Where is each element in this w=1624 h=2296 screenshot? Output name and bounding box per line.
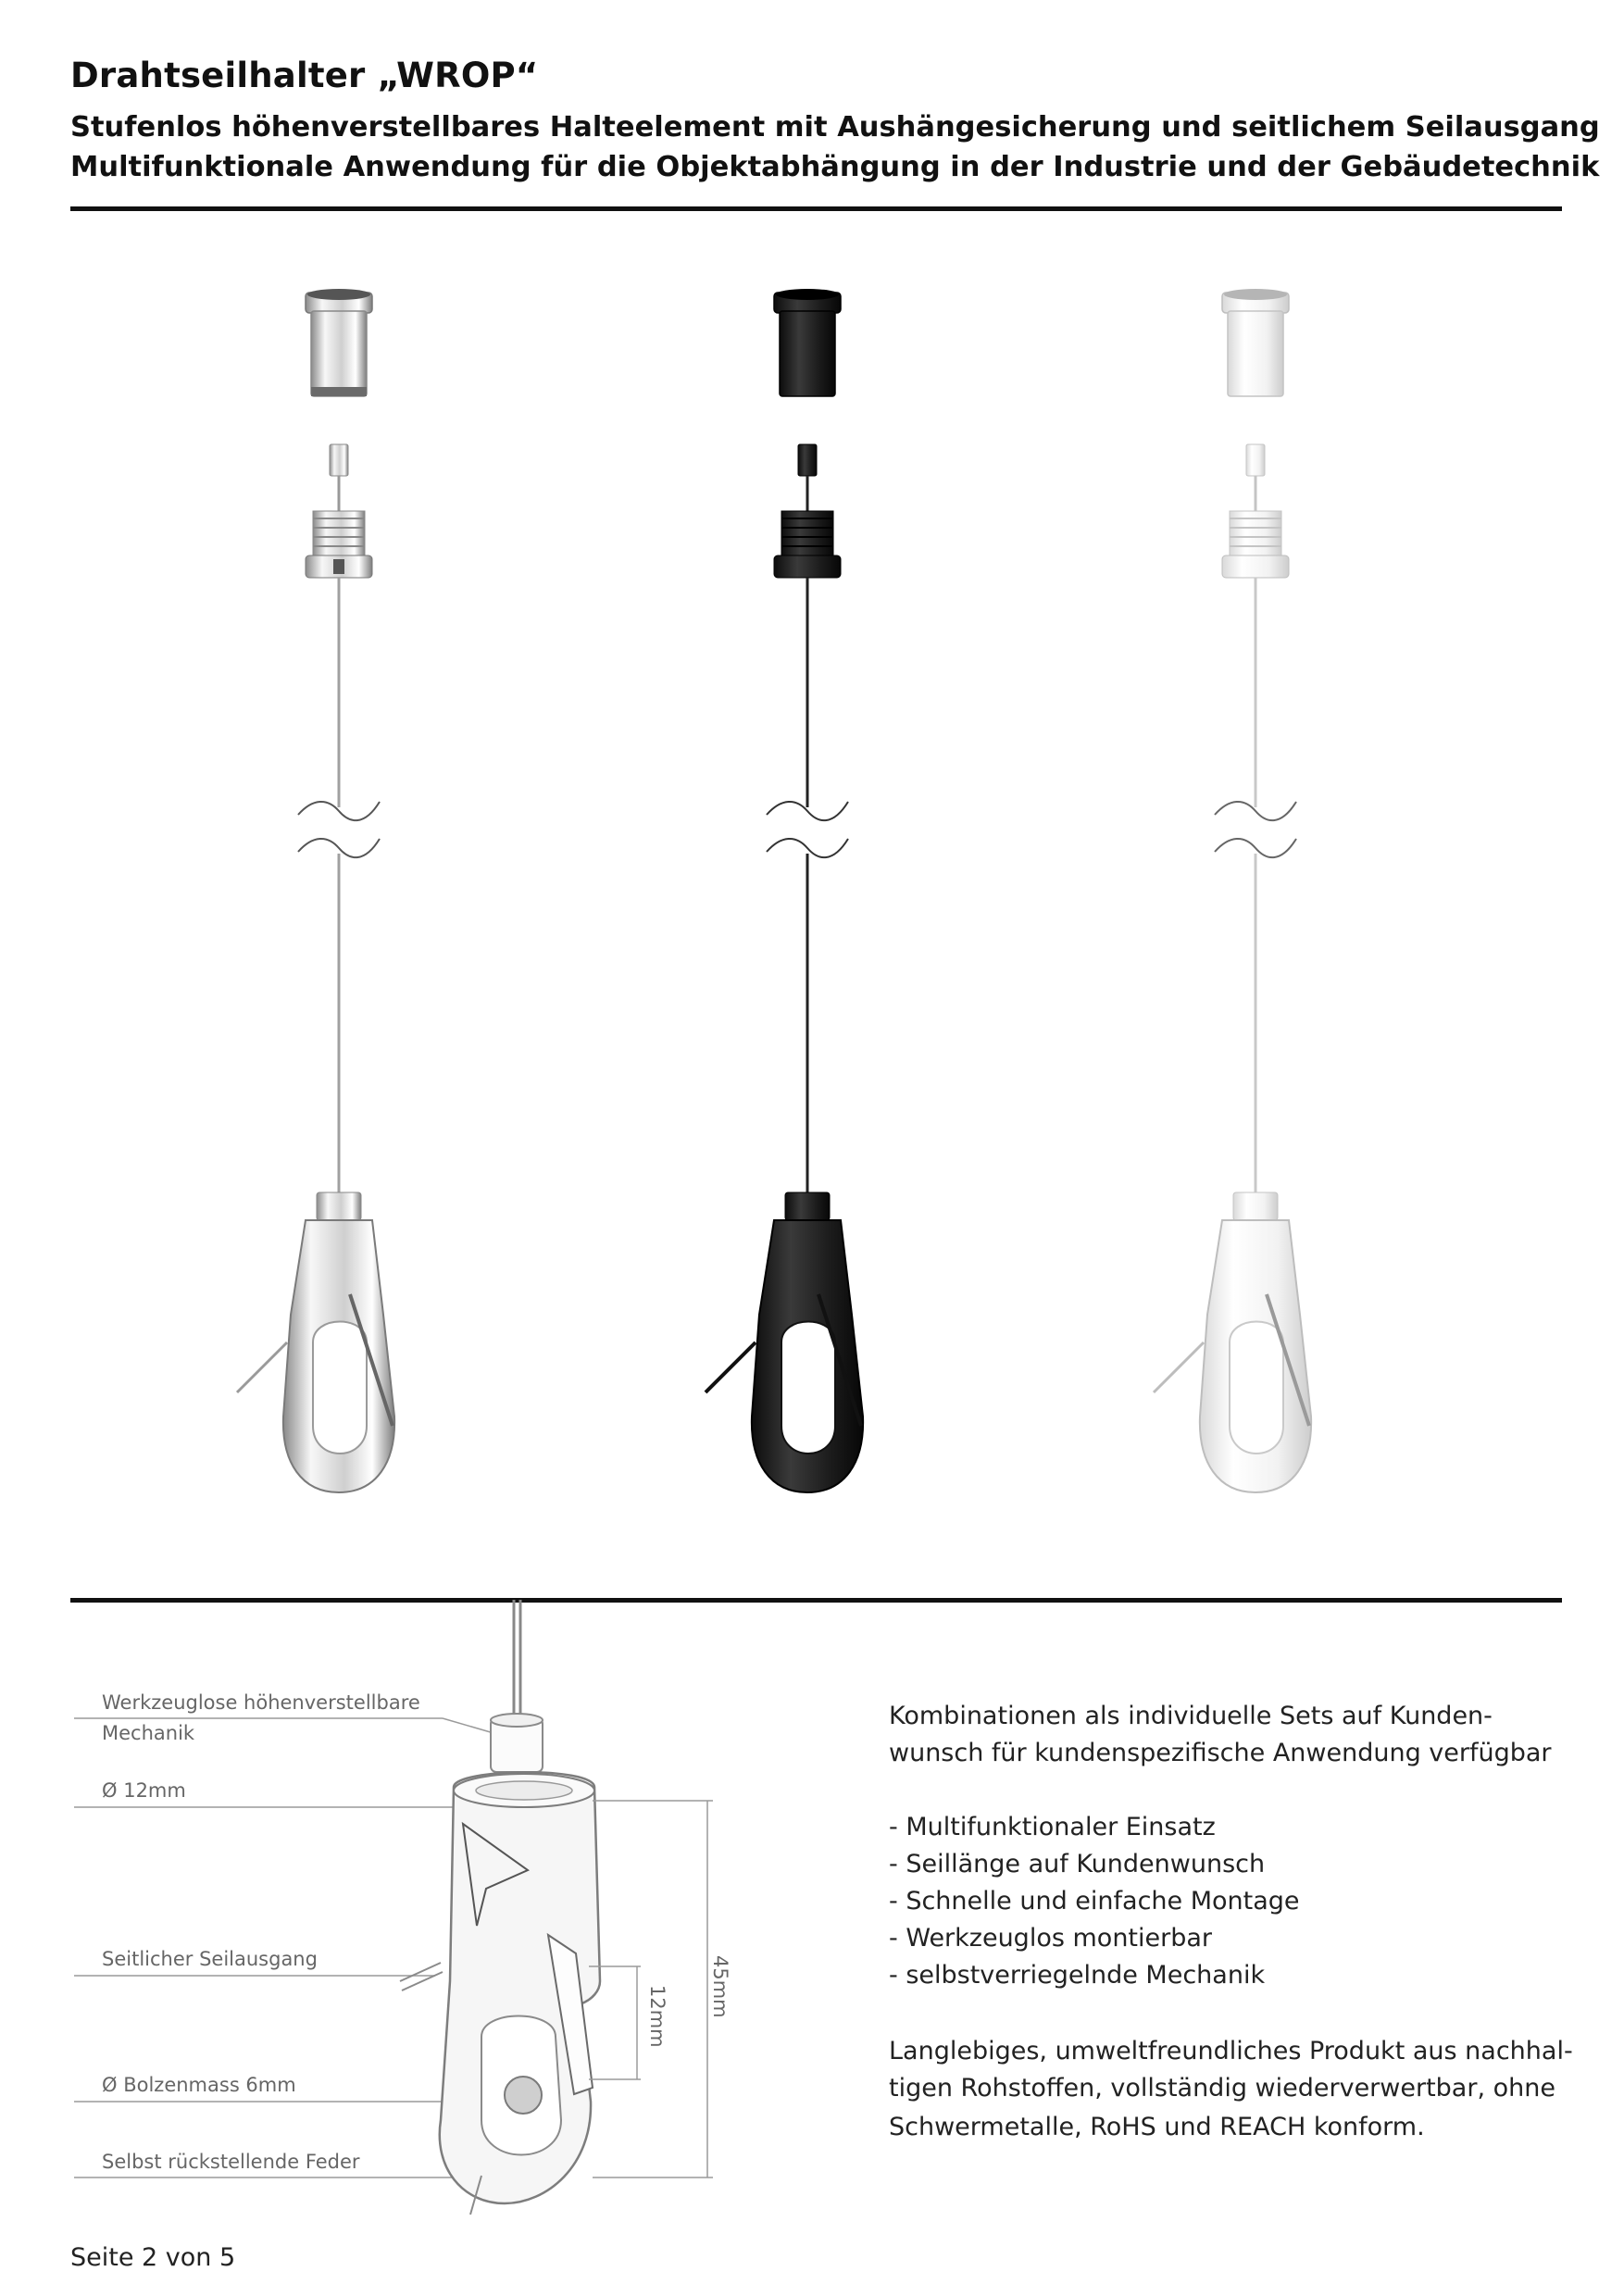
callout-diameter: Ø 12mm (102, 1779, 186, 1802)
page-title: Drahtseilhalter „WROP“ (70, 56, 539, 95)
callout-side-exit: Seitlicher Seilausgang (102, 1948, 318, 1970)
feature-bullet: - Werkzeuglos montierbar (889, 1924, 1213, 1953)
eco-text-line3: Schwermetalle, RoHS und REACH konform. (889, 2113, 1425, 2141)
callout-mechanism: Werkzeuglose höhenverstellbare (102, 1691, 420, 1714)
callout-bolt: Ø Bolzenmass 6mm (102, 2074, 296, 2096)
feature-bullet: - Multifunktionaler Einsatz (889, 1813, 1216, 1841)
subtitle-adjustable: Stufenlos höhenverstellbares Halteelement mit Aushängesicherung und seitlichem Seilausgang (70, 111, 1600, 144)
intro-text-line2: wunsch für kundenspezifische Anwendung verfügbar (889, 1739, 1552, 1767)
feature-bullet: - Seillänge auf Kundenwunsch (889, 1850, 1266, 1878)
feature-bullet: - selbstverriegelnde Mechanik (889, 1961, 1266, 1990)
dimension-height: 45mm (709, 1955, 731, 2018)
eco-text-line2: tigen Rohstoffen, vollständig wiederverwertbar, ohne (889, 2074, 1555, 2103)
callout-mechanism-cont: Mechanik (102, 1722, 195, 1744)
intro-text-line1: Kombinationen als individuelle Sets auf Kunden- (889, 1702, 1493, 1730)
callout-spring: Selbst rückstellende Feder (102, 2151, 360, 2173)
page-number: Seite 2 von 5 (70, 2243, 236, 2272)
dimension-opening: 12mm (646, 1985, 668, 2048)
eco-text-line1: Langlebiges, umweltfreundliches Produkt aus nachhal- (889, 2037, 1573, 2065)
feature-bullet: - Schnelle und einfache Montage (889, 1887, 1300, 1915)
subtitle-application: Multifunktionale Anwendung für die Objektabhängung in der Industrie und der Gebäudetechnik (70, 151, 1600, 183)
